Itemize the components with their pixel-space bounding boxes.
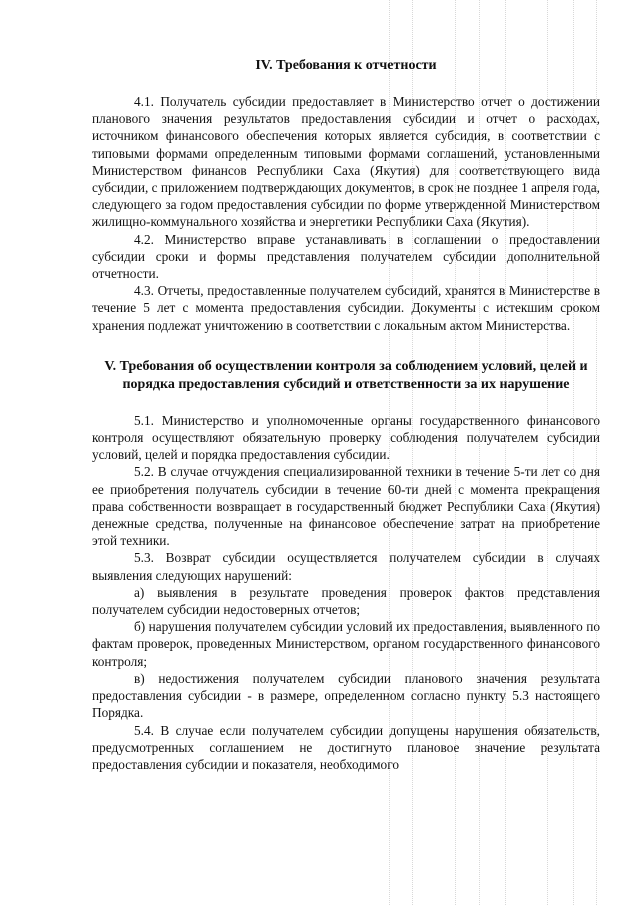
section-5-heading: V. Требования об осуществлении контроля за соблюдением условий, целей и порядка предоставления субсидий и ответственности за их нарушение (104, 358, 588, 392)
subitem-b: б) нарушения получателем субсидии условий их предоставления, выявленного по фактам проверок, проведенных Министерством, органом государственного финансового контроля; (92, 619, 600, 669)
paragraph-5-4: 5.4. В случае если получателем субсидии допущены нарушения обязательств, предусмотренных соглашением не достигнуто плановое значение результата предоставления субсидии и показателя, необходимого (92, 722, 600, 772)
paragraph-4-1: 4.1. Получатель субсидии предоставляет в Министерство отчет о достижении планового значения результатов предоставления субсидии и отчет о расходах, источником финансового обеспечения которых является субсидия, в соответствии с типовыми формами определенным типовыми формами соглашений, установленными Министерством финансов Республики Саха (Якутия) для соответствующего вида субсидии, с приложением подтверждающих документов, в срок не позднее 1 апреля года, следующего за годом предоставления субсидии по форме утвержденной Министерством жилищно-коммунального хозяйства и энергетики Республики Саха (Якутия). (92, 94, 600, 230)
subitem-v: в) недостижения получателем субсидии планового значения результата предоставления субсидии - в размере, определенном согласно пункту 5.3 настоящего Порядка. (92, 670, 600, 721)
paragraph-4-2: 4.2. Министерство вправе устанавливать в соглашении о предоставлении субсидии сроки и формы представления получателем субсидии дополнительной отчетности. (92, 231, 600, 282)
subitem-a: а) выявления в результате проведения проверок фактов представления получателем субсидии недостоверных отчетов; (92, 584, 600, 618)
document-body (92, 57, 600, 773)
section-4-heading: IV. Требования к отчетности (255, 58, 437, 73)
paragraph-5-1: 5.1. Министерство и уполномоченные органы государственного финансового контроля осуществляют обязательную проверку соблюдения получателем субсидии условий, целей и порядка предоставления субсидии. (92, 412, 600, 463)
paragraph-5-3: 5.3. Возврат субсидии осуществляется получателем субсидии в случаях выявления следующих нарушений: (92, 550, 600, 583)
paragraph-4-3: 4.3. Отчеты, предоставленные получателем субсидий, хранятся в Министерстве в течение 5 лет с момента предоставления субсидии. Документы с истекшим сроком хранения подлежат уничтожению в соответствии с локальным актом Министерства. (92, 283, 600, 333)
paragraph-5-2: 5.2. В случае отчуждения специализированной техники в течение 5-ти лет со дня ее приобретения получатель субсидии в течение 60-ти дней с момента прекращения права собственности возвращает в государственный бюджет Республики Саха (Якутия) денежные средства, полученные на финансовое обеспечение затрат на приобретение этой техники. (92, 464, 600, 549)
